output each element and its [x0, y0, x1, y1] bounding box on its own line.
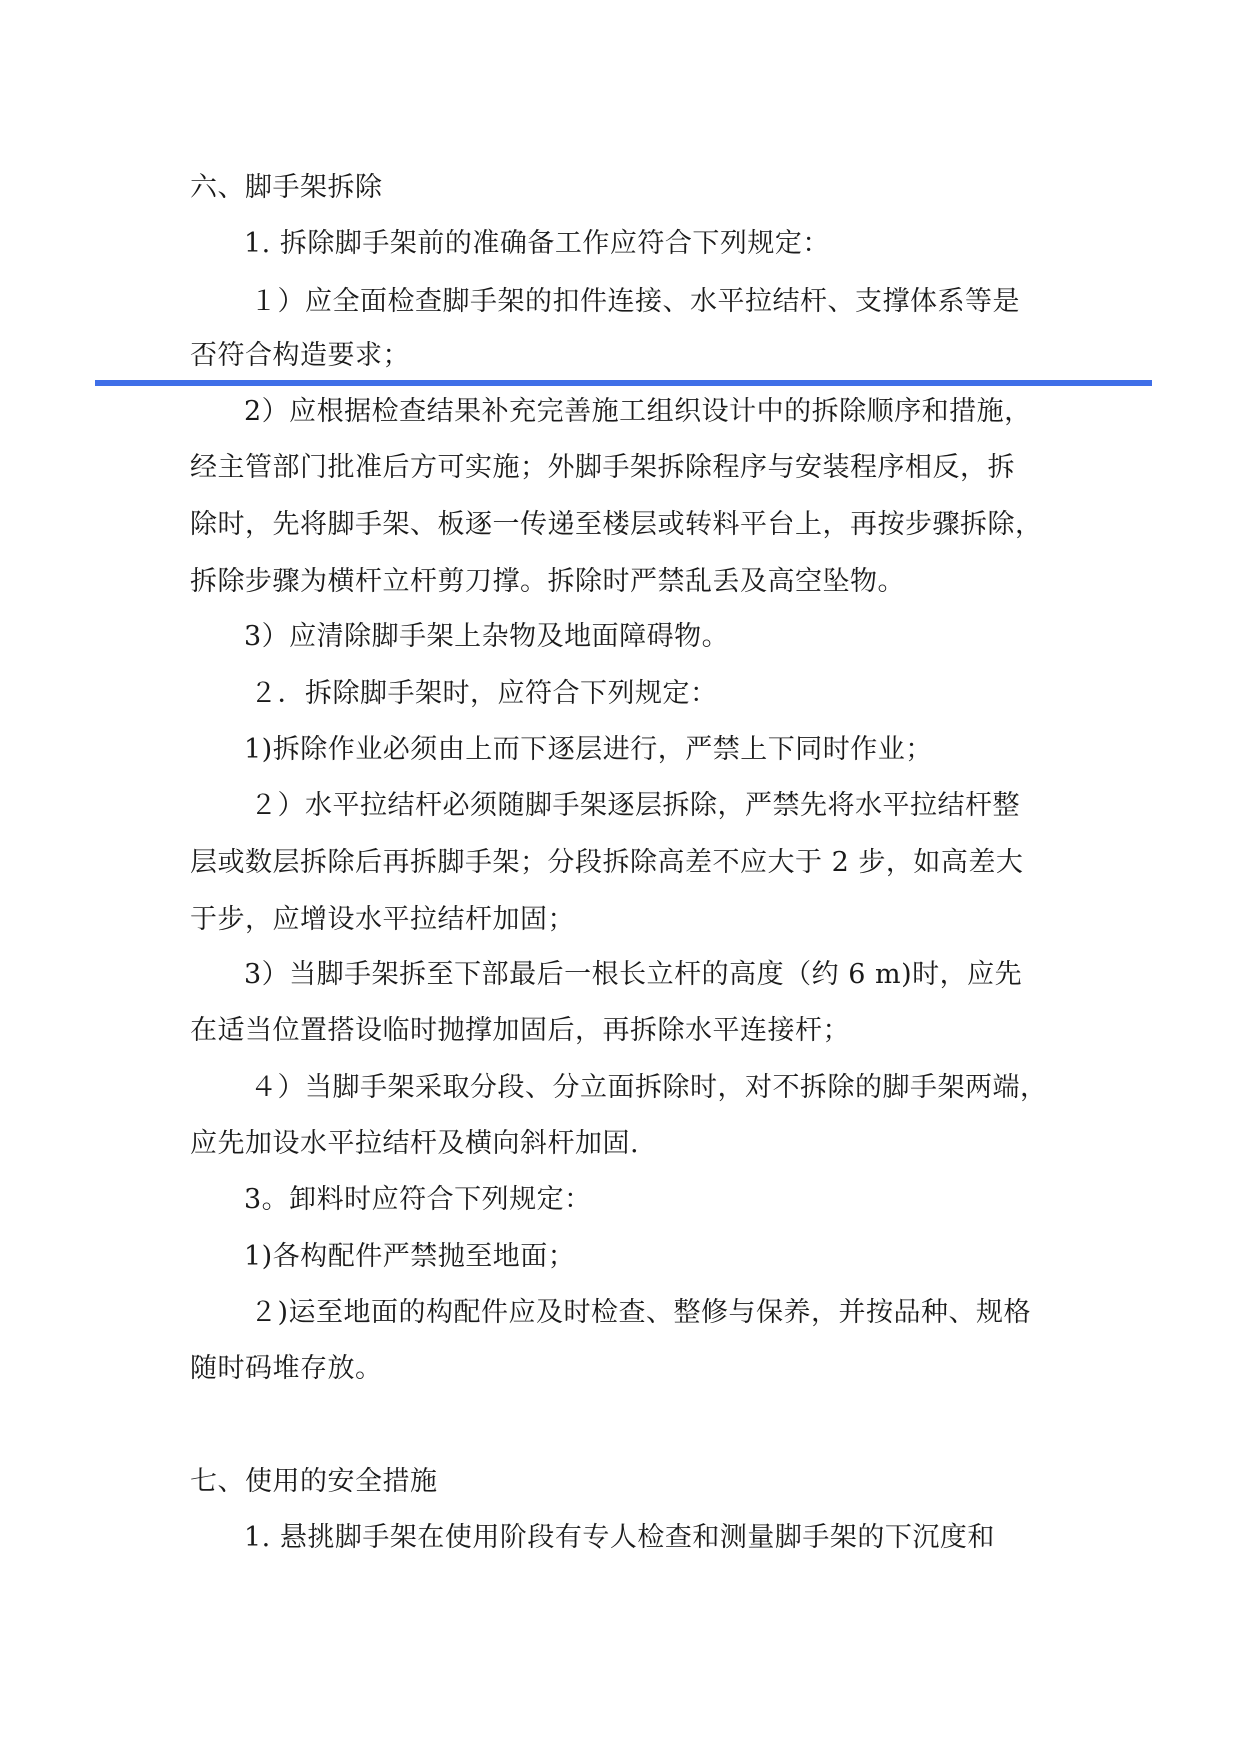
paragraph: ２)运至地面的构配件应及时检查、整修与保养，并按品种、规格 [250, 1297, 1032, 1328]
paragraph: ２）水平拉结杆必须随脚手架逐层拆除，严禁先将水平拉结杆整 [250, 790, 1020, 821]
paragraph: 2）应根据检查结果补充完善施工组织设计中的拆除顺序和措施， [244, 396, 1032, 427]
page-divider [95, 380, 1152, 386]
paragraph: 1. 悬挑脚手架在使用阶段有专人检查和测量脚手架的下沉度和 [244, 1522, 995, 1553]
paragraph: ４）当脚手架采取分段、分立面拆除时，对不拆除的脚手架两端， [250, 1072, 1048, 1103]
paragraph: 1)各构配件严禁抛至地面； [244, 1241, 576, 1272]
paragraph-continuation: 应先加设水平拉结杆及横向斜杆加固. [190, 1128, 640, 1159]
section-title: 六、脚手架拆除 [190, 172, 383, 203]
paragraph-continuation: 拆除步骤为横杆立杆剪刀撑。拆除时严禁乱丢及高空坠物。 [190, 566, 905, 597]
paragraph: 1)拆除作业必须由上而下逐层进行，严禁上下同时作业； [244, 734, 933, 765]
paragraph-continuation: 除时，先将脚手架、板逐一传递至楼层或转料平台上，再按步骤拆除， [190, 509, 1043, 540]
paragraph-continuation: 在适当位置搭设临时抛撑加固后，再拆除水平连接杆； [190, 1015, 850, 1046]
paragraph: 1. 拆除脚手架前的准确备工作应符合下列规定： [244, 228, 830, 259]
paragraph: １）应全面检查脚手架的扣件连接、水平拉结杆、支撑体系等是 [250, 286, 1020, 317]
section-title: 七、使用的安全措施 [190, 1466, 438, 1497]
paragraph: 3）当脚手架拆至下部最后一根长立杆的高度（约 6 m)时，应先 [244, 959, 1023, 990]
paragraph-continuation: 于步，应增设水平拉结杆加固； [190, 904, 575, 935]
paragraph: 3。卸料时应符合下列规定： [244, 1184, 592, 1215]
paragraph-continuation: 随时码堆存放。 [190, 1353, 383, 1384]
paragraph-continuation: 经主管部门批准后方可实施；外脚手架拆除程序与安装程序相反，拆 [190, 452, 1015, 483]
paragraph: 3）应清除脚手架上杂物及地面障碍物。 [244, 621, 730, 652]
paragraph-continuation: 层或数层拆除后再拆脚手架；分段拆除高差不应大于 2 步，如高差大 [190, 847, 1024, 878]
paragraph-continuation: 否符合构造要求； [190, 340, 410, 371]
paragraph: ２．拆除脚手架时，应符合下列规定： [250, 678, 718, 709]
